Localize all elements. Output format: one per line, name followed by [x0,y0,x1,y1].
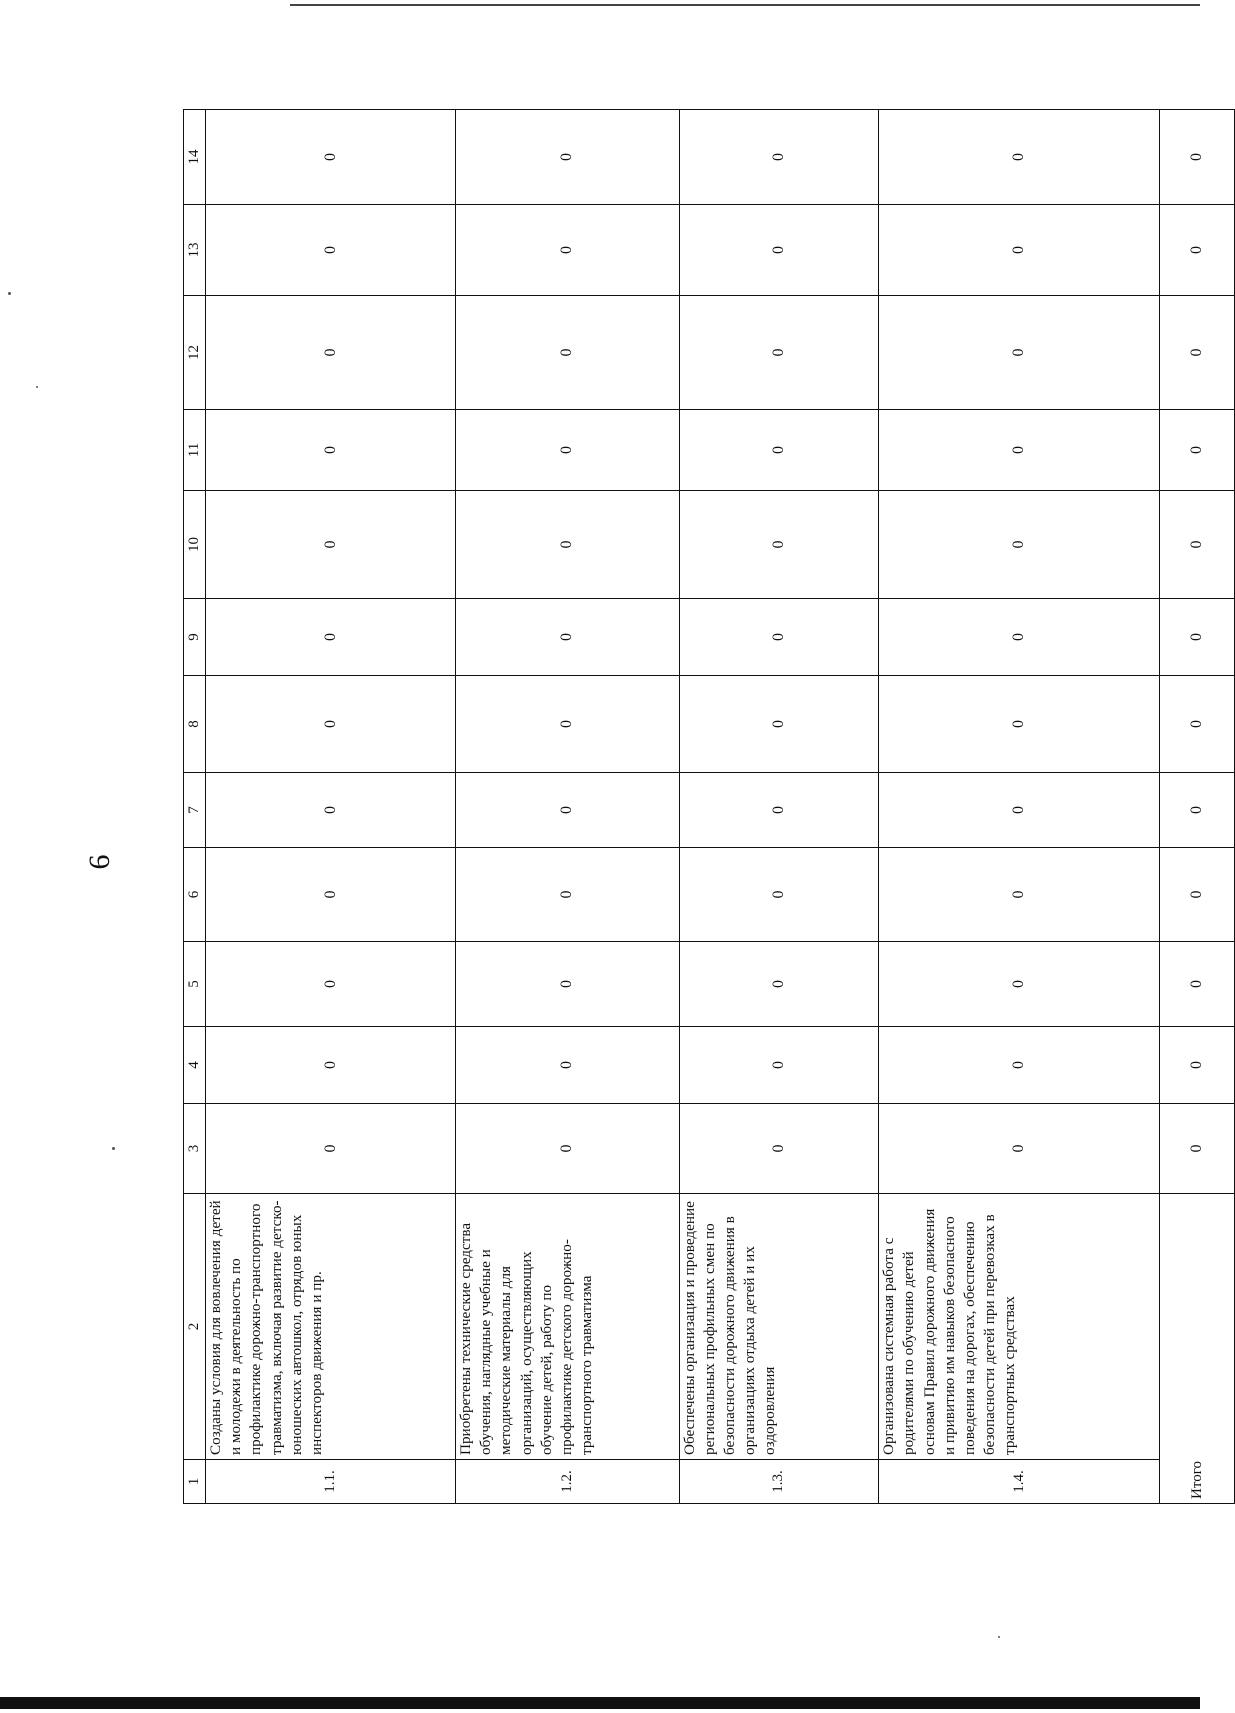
total-value-cell: 0 [1160,296,1235,410]
table-row [206,110,456,1504]
total-value-cell: 0 [1160,599,1235,676]
column-header: 11 [184,410,206,491]
value-cell: 0 [206,110,456,205]
scan-edge-line [290,4,1200,6]
value-cell: 0 [206,942,456,1027]
value-cell: 0 [879,773,1160,848]
value-cell: 0 [879,410,1160,491]
value-cell: 0 [206,848,456,942]
column-header: 1 [184,1460,206,1504]
value-cell: 0 [879,676,1160,773]
value-cell: 0 [679,942,879,1027]
value-cell: 0 [206,410,456,491]
row-description: Приобретены технические средства обучения, наглядные учебные и методические материалы для организаций, осуществляющих обучение детей, работу по профилактике детского дорожно-транспортного травматизма [456,1194,680,1460]
value-cell: 0 [679,676,879,773]
scan-speck [36,386,38,388]
total-value-cell: 0 [1160,676,1235,773]
column-header: 8 [184,676,206,773]
total-value-cell: 0 [1160,110,1235,205]
column-header: 10 [184,491,206,599]
value-cell: 0 [456,773,680,848]
value-cell: 0 [456,296,680,410]
value-cell: 0 [456,942,680,1027]
value-cell: 0 [679,599,879,676]
value-cell: 0 [679,1027,879,1104]
column-header: 9 [184,599,206,676]
value-cell: 0 [456,676,680,773]
column-header: 5 [184,942,206,1027]
column-header: 7 [184,773,206,848]
header-row [184,110,206,1504]
value-cell: 0 [679,773,879,848]
total-value-cell: 0 [1160,773,1235,848]
value-cell: 0 [456,848,680,942]
value-cell: 0 [679,410,879,491]
value-cell: 0 [456,205,680,296]
total-value-cell: 0 [1160,410,1235,491]
page-number: 6 [83,854,116,870]
value-cell: 0 [879,110,1160,205]
table-row [879,110,1160,1504]
value-cell: 0 [679,848,879,942]
column-header: 3 [184,1104,206,1194]
value-cell: 0 [679,491,879,599]
value-cell: 0 [206,1104,456,1194]
value-cell: 0 [206,296,456,410]
value-cell: 0 [879,1104,1160,1194]
row-description: Созданы условия для вовлечения детей и молодежи в деятельность по профилактике дорожно-транспортного травматизма, включая развитие детско-юношеских автошкол, отрядов юных инспекторов движения и пр. [206,1194,456,1460]
total-label: Итого [1160,1194,1235,1504]
indicator-table [183,109,1235,1504]
value-cell: 0 [206,676,456,773]
value-cell: 0 [679,205,879,296]
scan-speck [8,292,11,295]
value-cell: 0 [879,296,1160,410]
column-header: 14 [184,110,206,205]
value-cell: 0 [206,1027,456,1104]
table-rotation-wrapper [183,110,1235,1504]
value-cell: 0 [206,205,456,296]
total-row [1160,110,1235,1504]
table-row [679,110,879,1504]
total-value-cell: 0 [1160,205,1235,296]
value-cell: 0 [456,491,680,599]
value-cell: 0 [456,410,680,491]
value-cell: 0 [879,491,1160,599]
total-value-cell: 0 [1160,848,1235,942]
row-number: 1.3. [679,1460,879,1504]
value-cell: 0 [456,1104,680,1194]
value-cell: 0 [879,848,1160,942]
value-cell: 0 [456,110,680,205]
column-header: 4 [184,1027,206,1104]
row-number: 1.1. [206,1460,456,1504]
column-header: 2 [184,1194,206,1460]
column-header: 6 [184,848,206,942]
column-header: 13 [184,205,206,296]
total-value-cell: 0 [1160,1104,1235,1194]
table-row [456,110,680,1504]
value-cell: 0 [679,296,879,410]
value-cell: 0 [206,599,456,676]
value-cell: 0 [456,1027,680,1104]
scan-speck [112,1147,115,1150]
indicator-table-container [183,110,1235,1504]
scan-speck [998,1636,1000,1638]
total-value-cell: 0 [1160,491,1235,599]
total-value-cell: 0 [1160,1027,1235,1104]
value-cell: 0 [679,110,879,205]
row-number: 1.4. [879,1460,1160,1504]
value-cell: 0 [679,1104,879,1194]
scan-edge-bar [0,1697,1200,1709]
row-description: Организована системная работа с родителями по обучению детей основам Правил дорожного движения и привитию им навыков безопасного поведения на дорогах, обеспечению безопасности детей при перевозках в транспортных средствах [879,1194,1160,1460]
row-description: Обеспечены организация и проведение региональных профильных смен по безопасности дорожного движения в организациях отдыха детей и их оздоровления [679,1194,879,1460]
total-value-cell: 0 [1160,942,1235,1027]
value-cell: 0 [879,205,1160,296]
value-cell: 0 [206,491,456,599]
value-cell: 0 [879,942,1160,1027]
column-header: 12 [184,296,206,410]
value-cell: 0 [456,599,680,676]
value-cell: 0 [879,599,1160,676]
value-cell: 0 [879,1027,1160,1104]
value-cell: 0 [206,773,456,848]
row-number: 1.2. [456,1460,680,1504]
